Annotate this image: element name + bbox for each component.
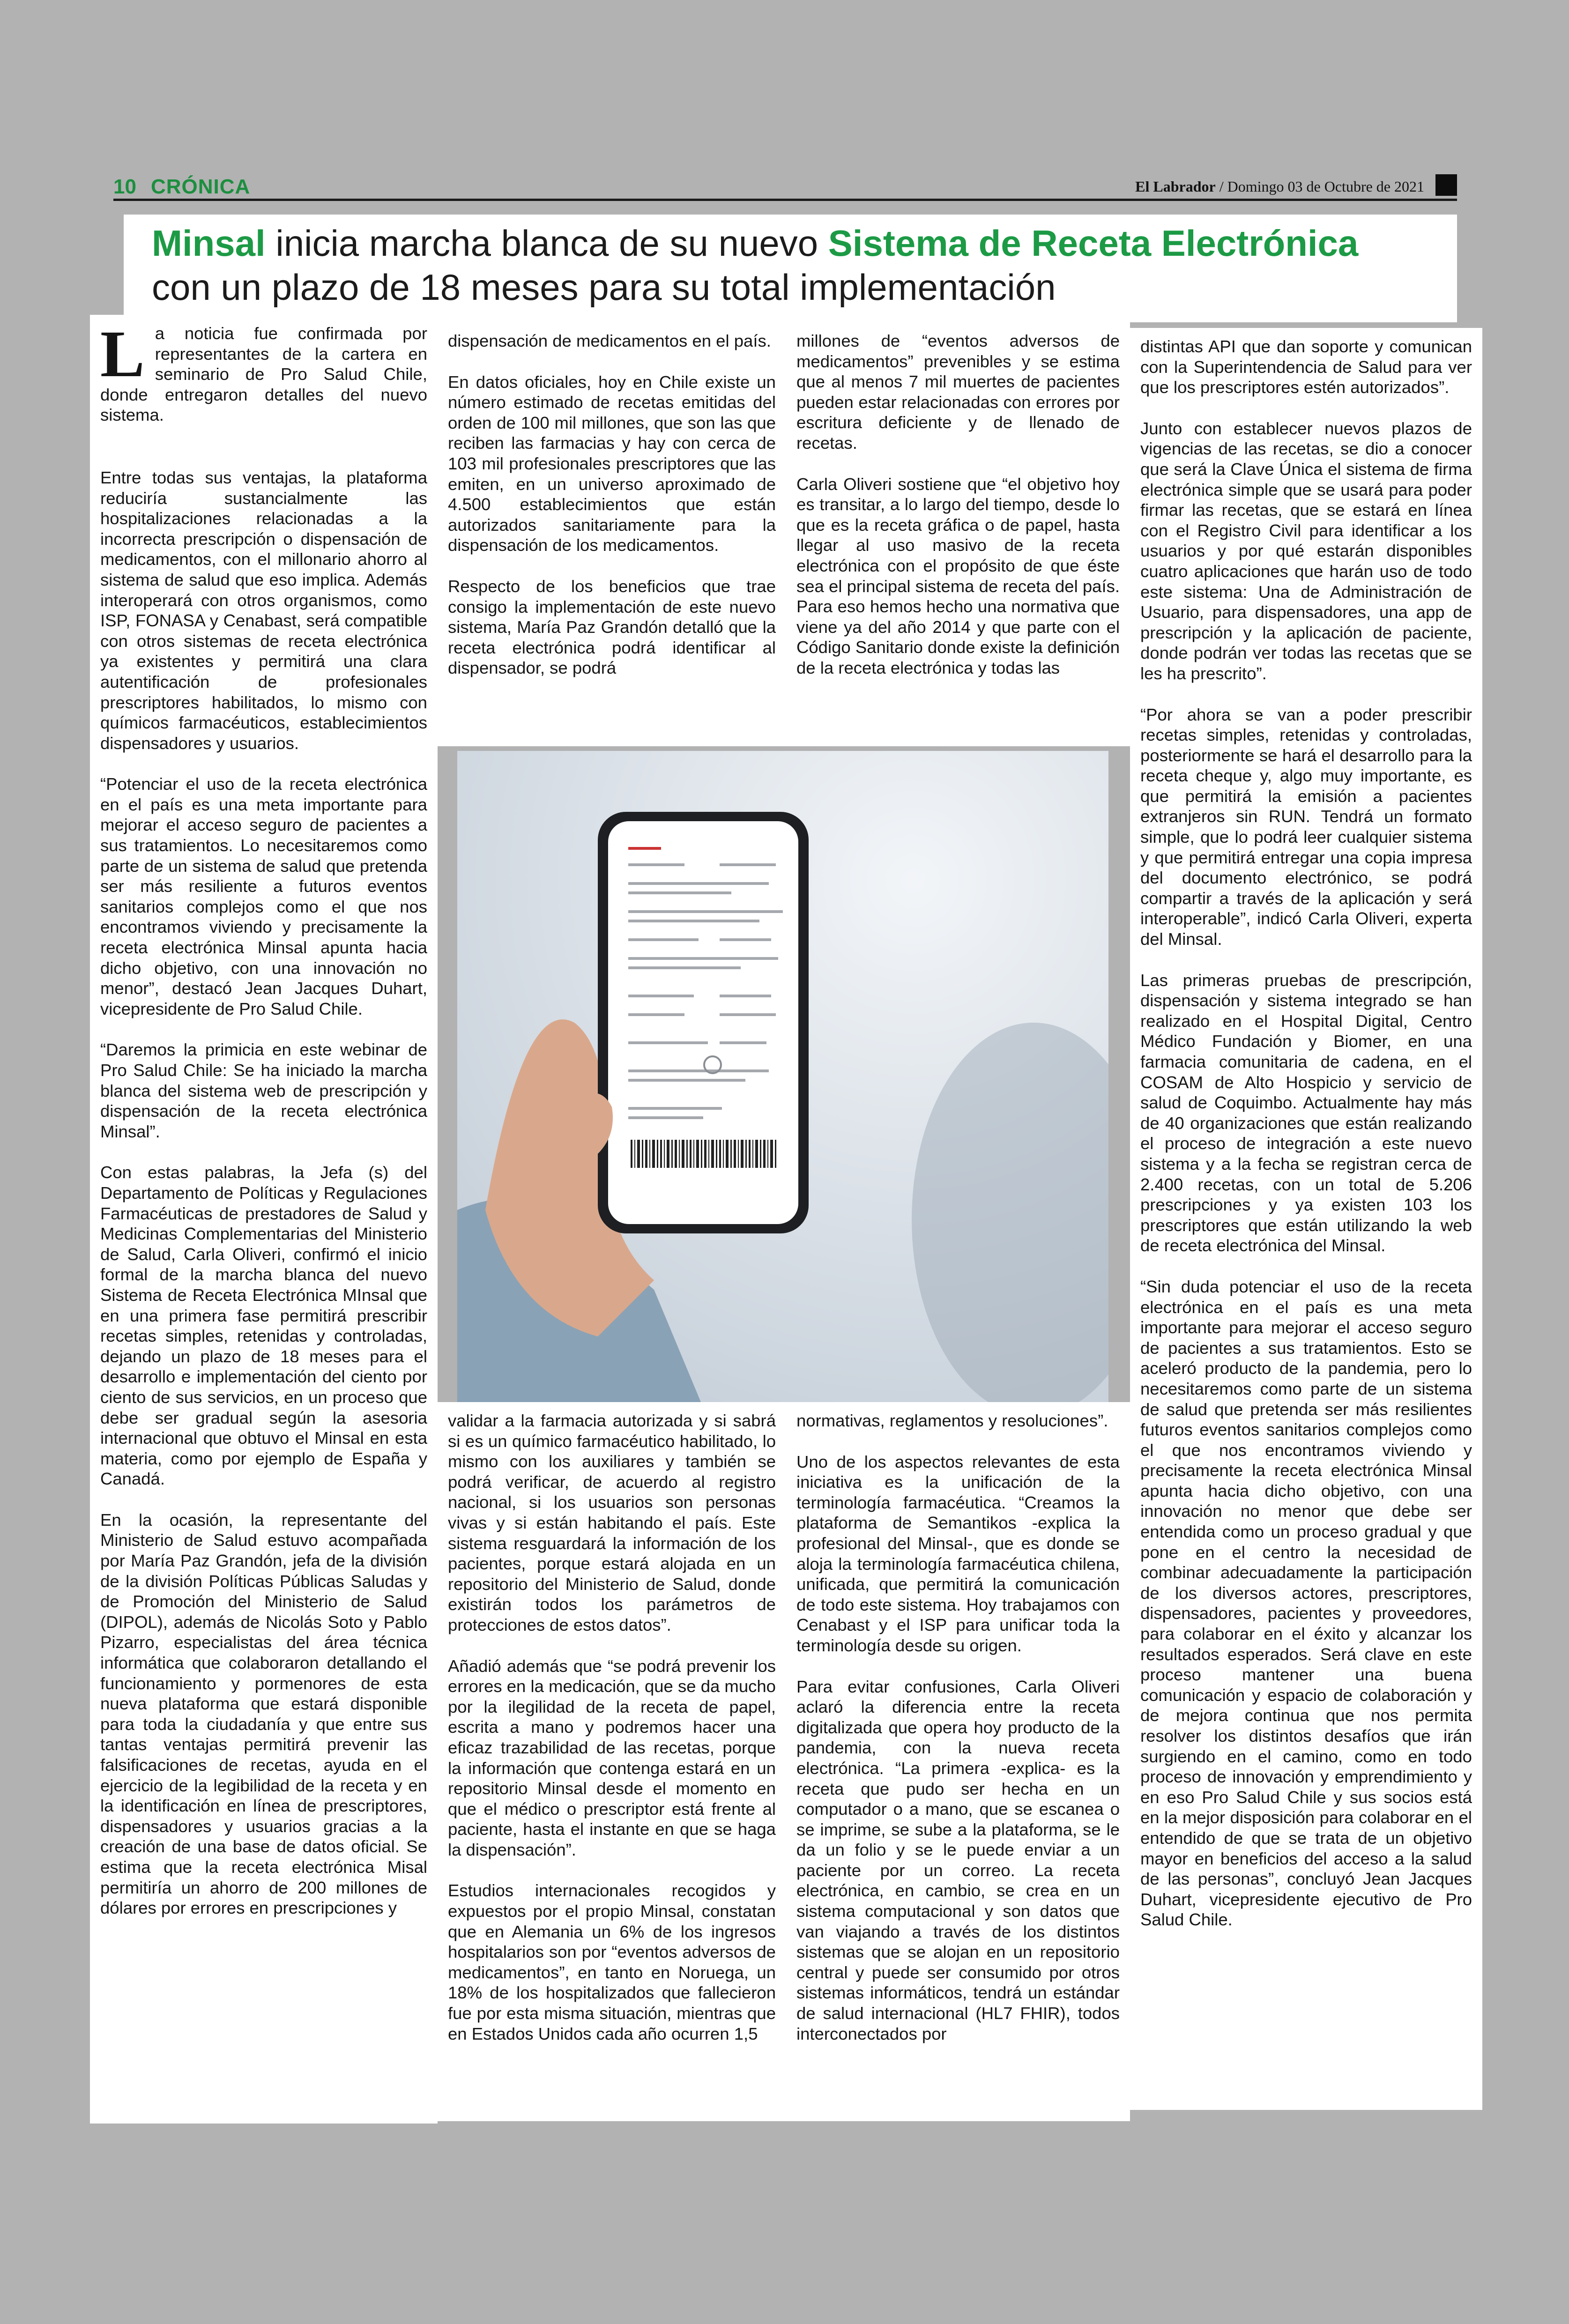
paragraph: En datos oficiales, hoy en Chile existe un número estimado de recetas emitidas del orden de 100 mil millones, que son las que reciben las farmacias y hay con cerca de 103 mil profesionales prescriptores que las emiten, en un universo aproximado de 4.500 establecimientos que están autorizados sanitariamente para la dispensación de los medicamentos. xyxy=(448,372,776,555)
masthead xyxy=(1135,178,1424,195)
paragraph: Con estas palabras, la Jefa (s) del Departamento de Políticas y Regulaciones Farmacéuticas de prestadores de Salud y Medicinas Complementarias del Ministerio de Salud, Carla Oliveri, confirmó el inicio formal de la marcha blanca del nuevo Sistema de Receta Electrónica MInsal que en una primera fase permitirá prescribir recetas simples, retenidas y controladas, dejando un plazo de 18 meses para el desarrollo e implementación del ciento por ciento de sus servicios, en un proceso que debe ser gradual según la asesoria internacional que obtuvo el Minsal en esta materia, como por ejemplo de España y Canadá. xyxy=(100,1163,427,1489)
paragraph: distintas API que dan soporte y comunican con la Superintendencia de Salud para ver que los prescriptores estén autorizados”. xyxy=(1140,337,1472,397)
paragraph: Entre todas sus ventajas, la plataforma reduciría sustancialmente las hospitalizaciones relacionadas a la incorrecta prescripción o dispensación de medicamentos, con el millonario ahorro al sistema de salud que eso implica. Además interoperará con otros organismos, como ISP, FONASA y Cenabast, será compatible con otros sistemas de receta electrónica ya existentes y permitirá una clara autentificación de profesionales prescriptores habilitados, lo mismo con químicos farmacéuticos, establecimientos dispensadores y usuarios. xyxy=(100,468,427,753)
headline-system: Sistema de Receta Electrónica xyxy=(828,223,1359,264)
paragraph: Las primeras pruebas de prescripción, dispensación y sistema integrado se han realizado en el Hospital Digital, Centro Médico Fundación y Biomer, en una farmacia comunitaria de cadena, en el COSAM de Alto Hospicio y servicio de salud de Coquimbo. Actualmente hay más de 40 organizaciones que están realizando el proceso de integración a este nuevo sistema y a la fecha se registran cerca de 2.400 recetas, con un total de 5.206 prescripciones y ya existen 103 los prescriptores que están utilizando la web de receta electrónica del Minsal. xyxy=(1140,970,1472,1255)
article-photo-phone-prescription xyxy=(457,751,1108,1402)
paragraph: Respecto de los beneficios que trae consigo la implementación de este nuevo sistema, María Paz Grandón detalló que la receta electrónica podrá identificar al dispensador, se podrá xyxy=(448,576,776,678)
column-3-top xyxy=(786,322,1130,746)
paragraph: “Potenciar el uso de la receta electrónica en el país es una meta importante para mejorar el acceso seguro de pacientes a sus tratamientos. Lo necesitaremos como parte de un sistema de salud que pretenda ser más resiliente a futuros eventos sanitarios complejos como el que nos encontramos viviendo y precisamente la receta electrónica Minsal apunta hacia dicho objetivo, con una innovación no menor”, destacó Jean Jacques Duhart, vicepresidente de Pro Salud Chile. xyxy=(100,774,427,1018)
page-header xyxy=(113,174,1457,201)
paragraph: Uno de los aspectos relevantes de esta iniciativa es la unificación de la terminología farmacéutica. “Creamos la plataforma de Semantikos -explica la profesional del Minsal-, que es donde se aloja la terminología farmacéutica chilena, unificada, que permitirá la comunicación de todo este sistema. Hoy trabajamos con Cenabast y el ISP para unificar toda la terminología desde su origen. xyxy=(796,1452,1120,1655)
column-2-top xyxy=(438,322,786,746)
paragraph: validar a la farmacia autorizada y si sabrá si es un químico farmacéutico habilitado, lo mismo con los auxiliares y también se podrá verificar, de acuerdo al registro nacional, si los usuarios son personas vivas y si están habitando el país. Este sistema resguardará la información de los pacientes, porque estará alojada en un repositorio del Ministerio de Salud, donde existirán todos los parámetros de protecciones de estos datos”. xyxy=(448,1411,776,1634)
phone-illustration xyxy=(457,751,1108,1402)
paragraph: Carla Oliveri sostiene que “el objetivo hoy es transitar, a lo largo del tiempo, desde lo que es la receta gráfica o de papel, hasta llegar al uso masivo de la receta electrónica con el propósito de que éste sea el principal sistema de receta del país. Para eso hemos hecho una normativa que viene ya del año 2014 y que parte con el Código Sanitario donde existe la definición de la receta electrónica y todas las xyxy=(796,474,1120,677)
paragraph: “Sin duda potenciar el uso de la receta electrónica en el país es una meta importante para mejorar el acceso seguro de pacientes a sus tratamientos. Esto se aceleró producto de la pandemia, pero lo necesitaremos como parte de un sistema de salud que pretenda ser más resilientes futuros eventos sanitarios complejos como el que nos encontramos viviendo y precisamente la receta electrónica Minsal apunta hacia dicho objetivo, con una innovación no menor que debe ser entendida como un proceso gradual y que pone en el centro la necesidad de combinar adecuadamente la participación de los diversos actores, prescriptores, dispensadores, pacientes y proveedores, para colaborar en el éxito y alcanzar los resultados esperados. Será clave en este proceso mantener una buena comunicación y espacio de colaboración y de mejora continua que nos permita resolver los distintos desafíos que irán surgiendo en el camino, como en todo proceso de innovación y emprendimiento y en eso Pro Salud Chile y sus socios está en la mejor disposición para colaborar en el entendido de que se trata de un objetivo mayor en beneficios del acceso a la salud de las personas”, concluyó Jean Jacques Duhart, vicepresidente ejecutivo de Pro Salud Chile. xyxy=(1140,1277,1472,1930)
column-2-bottom xyxy=(438,1402,786,2121)
headline xyxy=(152,221,1443,309)
headline-line2: con un plazo de 18 meses para su total implementación xyxy=(152,267,1056,308)
phone-screen xyxy=(608,821,798,1224)
paragraph: “Por ahora se van a poder prescribir recetas simples, retenidas y controladas, posteriormente se hará el desarrollo para la receta cheque y, algo muy importante, es que permitirá la emisión a pacientes extranjeros sin RUN. Tendrá un formato simple, que lo podrá leer cualquier sistema y que permitirá entregar una copia impresa del documento electrónico, se podrá compartir a través de la aplicación y será interoperable”, indicó Carla Oliveri, experta del Minsal. xyxy=(1140,705,1472,949)
paragraph: Estudios internacionales recogidos y expuestos por el propio Minsal, constatan que en Alemania un 6% de los ingresos hospitalarios son por “eventos adversos de medicamentos”, en tanto en Noruega, un 18% de los hospitalizados que fallecieron fue por esta misma situación, mientras que en Estados Unidos cada año ocurren 1,5 xyxy=(448,1881,776,2043)
drop-cap: L xyxy=(100,317,145,391)
column-1 xyxy=(90,315,438,2124)
column-3-bottom xyxy=(786,1402,1130,2121)
paragraph: En la ocasión, la representante del Ministerio de Salud estuvo acompañada por María Paz Grandón, jefa de la división de la división Políticas Públicas Saludas y de Promoción del Ministerio de Salud (DIPOL), además de Nicolás Soto y Pablo Pizarro, especialistas del área técnica informática que colaboraron detallando el funcionamiento y pormenores de esta nueva plataforma que estará disponible para toda la ciudadanía y que entre sus tantas ventajas permitirá prevenir las falsificaciones de recetas, ayuda en el ejercicio de la legibilidad de la receta y en la identificación en línea de prescriptores, dispensadores y usuarios gracias a la creación de una base de datos oficial. Se estima que la receta electrónica Misal permitiría un ahorro de 200 millones de dólares por errores en prescripciones y xyxy=(100,1510,427,1918)
masthead-name: El Labrador xyxy=(1135,178,1216,195)
paragraph: Para evitar confusiones, Carla Oliveri aclaró la diferencia entre la receta digitalizada que opera hoy producto de la pandemia, con la nueva receta electrónica. “La primera -explica- es la receta que pudo ser hecha en un computador o a mano, que se escanea o se imprime, se sube a la plataforma, se le da un folio y se le puede enviar a un paciente por un correo. La receta electrónica, en cambio, se crea en un sistema computacional y son datos que van viajando a través de los distintos sistemas que se alojan en un repositorio central y puede ser consumido por otros sistemas informáticos, tendrá un estándar de salud internacional (HL7 FHIR), todos interconectados por xyxy=(796,1677,1120,2043)
section-name: CRÓNICA xyxy=(151,175,251,198)
paragraph: “Daremos la primicia en este webinar de Pro Salud Chile: Se ha iniciado la marcha blanca del sistema web de prescripción y dispensación de la receta electrónica Minsal”. xyxy=(100,1040,427,1141)
page-number: 10 xyxy=(113,175,136,198)
paragraph: millones de “eventos adversos de medicamentos” prevenibles y se estima que al menos 7 mil muertes de pacientes pueden estar relacionadas con errores por escritura deficiente y de llenado de recetas. xyxy=(796,331,1120,453)
column-4 xyxy=(1130,328,1482,2110)
paragraph: La noticia fue confirmada por representantes de la cartera en seminario de Pro Salud Chile, donde entregaron detalles del nuevo sistema. xyxy=(100,317,427,425)
paragraph: dispensación de medicamentos en el país. xyxy=(448,331,771,350)
paragraph: Junto con establecer nuevos plazos de vigencias de las recetas, se dio a conocer que será la Clave Única el sistema de firma electrónica simple que se usará para poder firmar las recetas, que se estará en línea con el Registro Civil para identificar a los usuarios y por qué estarán disponibles cuatro aplicaciones que harán uso de todo este sistema: Una de Administración de Usuario, para dispensadores, una app de prescripción y la aplicación de paciente, donde podrán ver todas las recetas que se les ha prescrito”. xyxy=(1140,418,1472,683)
headline-minsal: Minsal xyxy=(152,223,266,264)
paragraph: Añadió además que “se podrá prevenir los errores en la medicación, que se da mucho por la ilegilidad de la receta de papel, escrita a mano y podremos hacer una eficaz trazabilidad de las recetas, porque la información que contenga estará en un repositorio Minsal desde el momento en que el médico o prescriptor está frente al paciente, hasta el instante en que se haga la dispensación”. xyxy=(448,1656,776,1859)
headline-box xyxy=(124,215,1457,322)
masthead-date: / Domingo 03 de Octubre de 2021 xyxy=(1219,178,1424,195)
paragraph: normativas, reglamentos y resoluciones”. xyxy=(796,1411,1108,1430)
headline-mid: inicia marcha blanca de su nuevo xyxy=(265,223,828,264)
header-black-box xyxy=(1435,174,1457,196)
